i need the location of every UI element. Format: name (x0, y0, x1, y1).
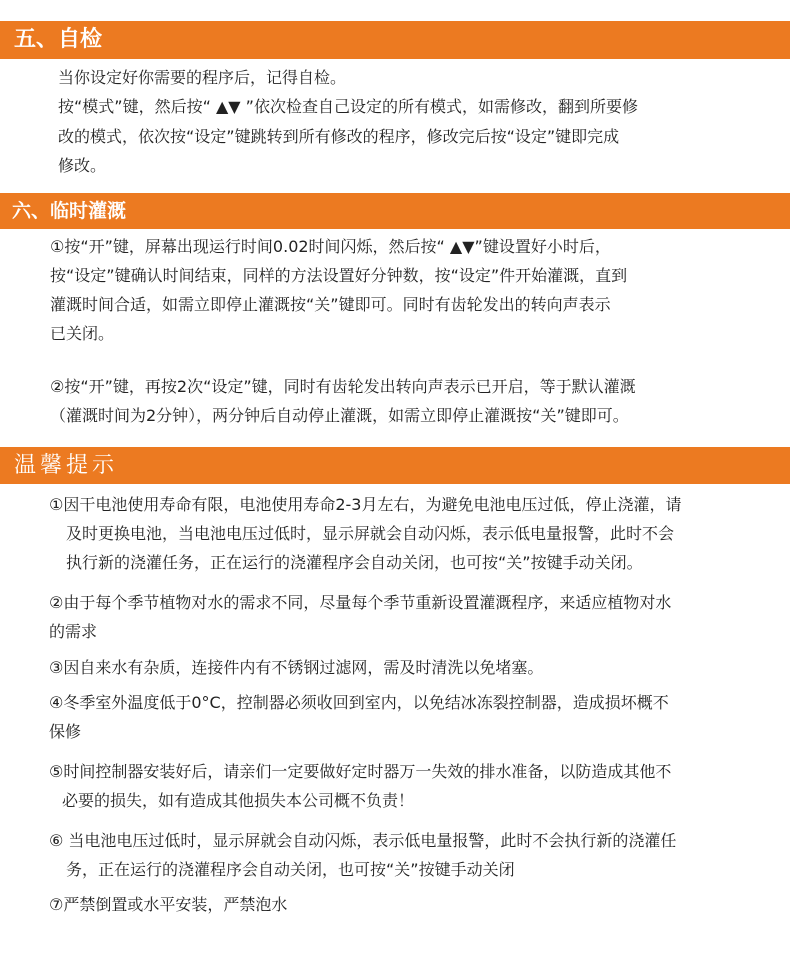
tips-line-3: 执行新的浇灌任务，正在运行的浇灌程序会自动关闭，也可按“关”按键手动关闭。 (66, 553, 643, 572)
self-check-line-1: 当你设定好你需要的程序后，记得自检。 (58, 68, 347, 87)
tips-line-8: 保修 (49, 722, 82, 741)
temp-irrigation-line-2: 按“设定”键确认时间结束，同样的方法设置好分钟数，按“设定”件开始灌溉，直到 (50, 266, 628, 285)
temp-irrigation-line-3: 灌溉时间合适，如需立即停止灌溉按“关”键即可。同时有齿轮发出的转向声表示 (50, 295, 611, 314)
tips-line-7: ④冬季室外温度低于0°C，控制器必须收回到室内，以免结冰冻裂控制器，造成损坏概不 (49, 693, 669, 712)
tips-line-13: ⑦严禁倒置或水平安装，严禁泡水 (49, 895, 288, 914)
self-check-line-3: 改的模式，依次按“设定”键跳转到所有修改的程序，修改完后按“设定”键即完成 (58, 127, 620, 146)
section-header-self-check (0, 21, 790, 59)
tips-line-4: ②由于每个季节植物对水的需求不同，尽量每个季节重新设置灌溉程序，来适应植物对水 (49, 593, 672, 612)
tips-line-11: ⑥ 当电池电压过低时，显示屏就会自动闪烁，表示低电量报警，此时不会执行新的浇灌任 (49, 831, 677, 850)
temp-irrigation-line-1: ①按“开”键，屏幕出现运行时间0.02时间闪烁，然后按“ ▲▼”键设置好小时后， (50, 237, 611, 256)
self-check-line-4: 修改。 (58, 156, 107, 175)
tips-line-10: 必要的损失，如有造成其他损失本公司概不负责！ (62, 791, 415, 810)
self-check-line-2: 按“模式”键，然后按“ ▲▼ ”依次检查自己设定的所有模式，如需修改，翻到所要修 (58, 97, 638, 116)
section-title-tips: 温馨提示 (14, 453, 119, 478)
section-title-temporary-irrigation: 六、临时灌溉 (12, 200, 127, 222)
tips-line-9: ⑤时间控制器安装好后，请亲们一定要做好定时器万一失效的排水准备，以防造成其他不 (49, 762, 672, 781)
tips-line-12: 务，正在运行的浇灌程序会自动关闭，也可按“关”按键手动关闭 (66, 860, 515, 879)
section-title-self-check: 五、自检 (14, 27, 103, 52)
tips-line-2: 及时更换电池，当电池电压过低时，显示屏就会自动闪烁，表示低电量报警，此时不会 (66, 524, 675, 543)
tips-line-6: ③因自来水有杂质，连接件内有不锈钢过滤网，需及时清洗以免堵塞。 (49, 658, 544, 677)
temp-irrigation-line-5: ②按“开”键，再按2次“设定”键，同时有齿轮发出转向声表示已开启，等于默认灌溉 (50, 377, 636, 396)
temp-irrigation-line-4: 已关闭。 (50, 324, 115, 343)
section-header-tips (0, 447, 790, 484)
section-header-temporary-irrigation (0, 193, 790, 229)
temp-irrigation-line-6: （灌溉时间为2分钟），两分钟后自动停止灌溉，如需立即停止灌溉按“关”键即可。 (50, 406, 629, 425)
tips-line-5: 的需求 (49, 622, 98, 641)
tips-line-1: ①因干电池使用寿命有限，电池使用寿命2-3月左右，为避免电池电压过低，停止浇灌，请 (49, 495, 682, 514)
